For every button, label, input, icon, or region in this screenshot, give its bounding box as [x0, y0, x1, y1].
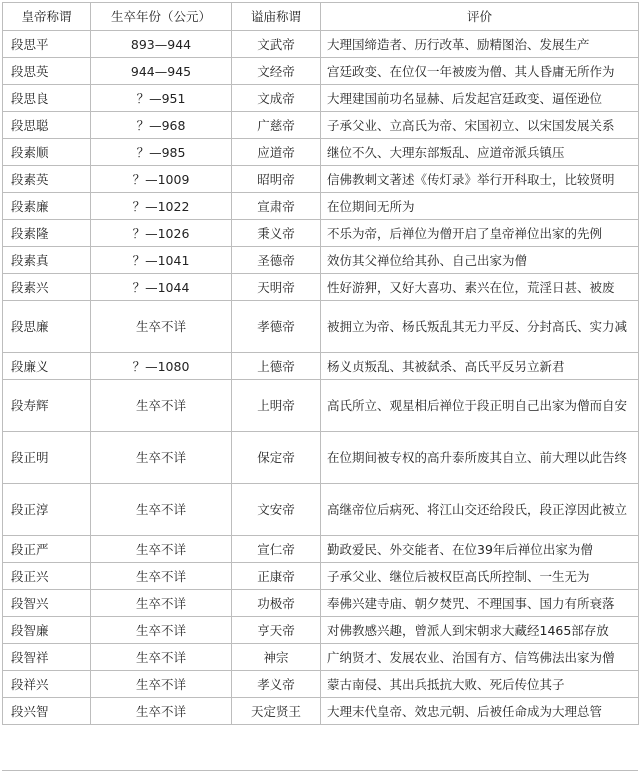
- cell-years: 生卒不详: [91, 484, 232, 536]
- emperor-table: [2, 2, 639, 725]
- cell-name: 段思聪: [3, 112, 91, 139]
- table-row: [3, 644, 639, 671]
- cell-title: 宣仁帝: [232, 536, 321, 563]
- table-row: [3, 484, 639, 536]
- table-row: [3, 671, 639, 698]
- table-row: [3, 247, 639, 274]
- cell-title: 上德帝: [232, 353, 321, 380]
- cell-title: 天定贤王: [232, 698, 321, 725]
- cell-eval: 性好游狎，又好大喜功、素兴在位，荒淫日甚、被废: [321, 274, 639, 301]
- cell-name: 段祥兴: [3, 671, 91, 698]
- header-eval: 评价: [321, 3, 639, 31]
- cell-years: 生卒不详: [91, 563, 232, 590]
- cell-years: 生卒不详: [91, 301, 232, 353]
- table-row: [3, 166, 639, 193]
- table-row: [3, 698, 639, 725]
- cell-years: 生卒不详: [91, 432, 232, 484]
- cell-eval: 蒙古南侵、其出兵抵抗大败、死后传位其子: [321, 671, 639, 698]
- table-row: [3, 563, 639, 590]
- table-row: [3, 380, 639, 432]
- cell-name: 段智祥: [3, 644, 91, 671]
- cell-years: 生卒不详: [91, 536, 232, 563]
- cell-eval: 不乐为帝，后禅位为僧开启了皇帝禅位出家的先例: [321, 220, 639, 247]
- cell-eval: 被拥立为帝、杨氏叛乱其无力平反、分封高氏、实力减: [321, 301, 639, 353]
- table-row: [3, 139, 639, 166]
- cell-years: 893—944: [91, 31, 232, 58]
- header-row: [3, 3, 639, 31]
- cell-title: 文成帝: [232, 85, 321, 112]
- cell-name: 段正兴: [3, 563, 91, 590]
- cell-name: 段兴智: [3, 698, 91, 725]
- cell-name: 段廉义: [3, 353, 91, 380]
- cell-years: 944—945: [91, 58, 232, 85]
- cell-name: 段素顺: [3, 139, 91, 166]
- cell-title: 昭明帝: [232, 166, 321, 193]
- cell-eval: 杨义贞叛乱、其被弑杀、高氏平反另立新君: [321, 353, 639, 380]
- cell-eval: 奉佛兴建寺庙、朝夕焚咒、不理国事、国力有所衰落: [321, 590, 639, 617]
- cell-name: 段思良: [3, 85, 91, 112]
- table-row: [3, 353, 639, 380]
- cell-title: 亨天帝: [232, 617, 321, 644]
- header-years: 生卒年份（公元）: [91, 3, 232, 31]
- cell-years: ？—985: [91, 139, 232, 166]
- header-title: 谥庙称谓: [232, 3, 321, 31]
- cell-name: 段素隆: [3, 220, 91, 247]
- cell-name: 段素真: [3, 247, 91, 274]
- table-row: [3, 112, 639, 139]
- cell-name: 段正严: [3, 536, 91, 563]
- cell-eval: 子承父业、继位后被权臣高氏所控制、一生无为: [321, 563, 639, 590]
- cell-eval: 继位不久、大理东部叛乱、应道帝派兵镇压: [321, 139, 639, 166]
- cell-name: 段素兴: [3, 274, 91, 301]
- cell-title: 文安帝: [232, 484, 321, 536]
- cell-name: 段正明: [3, 432, 91, 484]
- cell-title: 文经帝: [232, 58, 321, 85]
- cell-years: ？—1009: [91, 166, 232, 193]
- cell-title: 上明帝: [232, 380, 321, 432]
- cell-years: ？—1044: [91, 274, 232, 301]
- cell-eval: 高氏所立、观星相后禅位于段正明自己出家为僧而自安: [321, 380, 639, 432]
- table-row: [3, 617, 639, 644]
- cell-title: 保定帝: [232, 432, 321, 484]
- table-row: [3, 193, 639, 220]
- cell-title: 文武帝: [232, 31, 321, 58]
- cell-title: 孝义帝: [232, 671, 321, 698]
- table-row: [3, 220, 639, 247]
- cell-name: 段素英: [3, 166, 91, 193]
- table-row: [3, 58, 639, 85]
- cell-years: ？—951: [91, 85, 232, 112]
- cell-years: ？—1026: [91, 220, 232, 247]
- header-name: 皇帝称谓: [3, 3, 91, 31]
- cell-years: 生卒不详: [91, 644, 232, 671]
- table-row: [3, 301, 639, 353]
- cell-title: 宣肃帝: [232, 193, 321, 220]
- table-row: [3, 85, 639, 112]
- cell-title: 正康帝: [232, 563, 321, 590]
- cell-years: ？—1080: [91, 353, 232, 380]
- cell-eval: 在位期间无所为: [321, 193, 639, 220]
- cell-eval: 宫廷政变、在位仅一年被废为僧、其人昏庸无所作为: [321, 58, 639, 85]
- cell-years: ？—1022: [91, 193, 232, 220]
- cell-title: 广慈帝: [232, 112, 321, 139]
- cell-eval: 子承父业、立高氏为帝、宋国初立、以宋国发展关系: [321, 112, 639, 139]
- cell-eval: 信佛教刺文著述《传灯录》举行开科取士，比较贤明: [321, 166, 639, 193]
- cell-title: 秉义帝: [232, 220, 321, 247]
- cell-name: 段正淳: [3, 484, 91, 536]
- cell-eval: 高继帝位后病死、将江山交还给段氏，段正淳因此被立: [321, 484, 639, 536]
- cell-title: 神宗: [232, 644, 321, 671]
- cell-eval: 大理国缔造者、历行改革、励精图治、发展生产: [321, 31, 639, 58]
- cell-title: 功极帝: [232, 590, 321, 617]
- cell-eval: 效仿其父禅位给其孙、自己出家为僧: [321, 247, 639, 274]
- cell-title: 孝德帝: [232, 301, 321, 353]
- table-row: [3, 536, 639, 563]
- table-row: [3, 31, 639, 58]
- cell-eval: 广纳贤才、发展农业、治国有方、信笃佛法出家为僧: [321, 644, 639, 671]
- cell-eval: 对佛教感兴趣，曾派人到宋朝求大藏经1465部存放: [321, 617, 639, 644]
- table-row: [3, 590, 639, 617]
- cell-years: 生卒不详: [91, 671, 232, 698]
- cell-name: 段智廉: [3, 617, 91, 644]
- cell-name: 段思平: [3, 31, 91, 58]
- cell-name: 段思廉: [3, 301, 91, 353]
- cell-years: 生卒不详: [91, 380, 232, 432]
- cell-title: 圣德帝: [232, 247, 321, 274]
- cell-name: 段智兴: [3, 590, 91, 617]
- cell-eval: 大理末代皇帝、效忠元朝、后被任命成为大理总管: [321, 698, 639, 725]
- cell-title: 应道帝: [232, 139, 321, 166]
- cell-name: 段素廉: [3, 193, 91, 220]
- cell-years: ？—968: [91, 112, 232, 139]
- cell-years: 生卒不详: [91, 590, 232, 617]
- cell-eval: 勤政爱民、外交能者、在位39年后禅位出家为僧: [321, 536, 639, 563]
- table-row: [3, 432, 639, 484]
- bottom-rule: [2, 770, 638, 771]
- cell-years: ？—1041: [91, 247, 232, 274]
- cell-eval: 大理建国前功名显赫、后发起宫廷政变、逼侄逊位: [321, 85, 639, 112]
- cell-title: 天明帝: [232, 274, 321, 301]
- table-row: [3, 274, 639, 301]
- cell-name: 段寿辉: [3, 380, 91, 432]
- cell-years: 生卒不详: [91, 698, 232, 725]
- cell-eval: 在位期间被专权的高升泰所废其自立、前大理以此告终: [321, 432, 639, 484]
- cell-years: 生卒不详: [91, 617, 232, 644]
- cell-name: 段思英: [3, 58, 91, 85]
